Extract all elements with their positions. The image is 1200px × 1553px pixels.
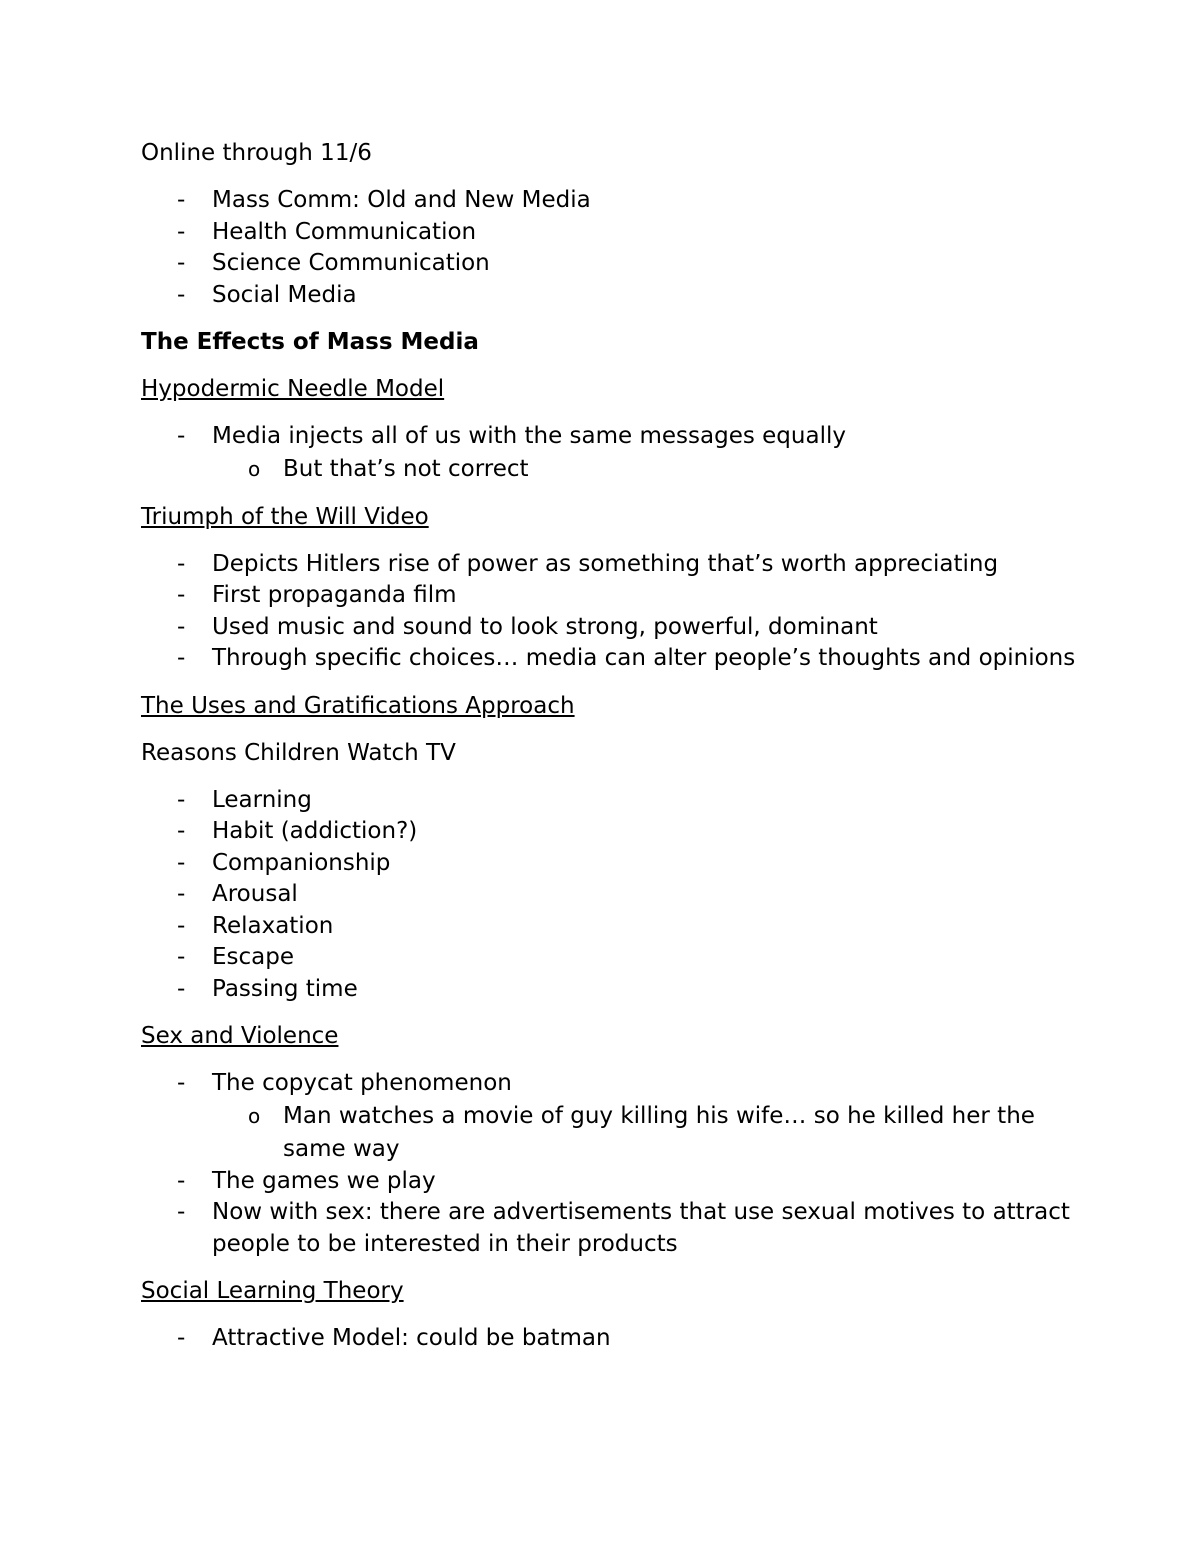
list-item: - Learning (141, 785, 1081, 817)
dash-bullet: - (177, 881, 186, 907)
dash-bullet: - (177, 1325, 186, 1351)
list-item: - Health Communication (141, 217, 1081, 249)
dash-bullet: - (177, 423, 186, 449)
list-item: - First propaganda film (141, 580, 1081, 612)
dash-bullet: - (177, 550, 186, 577)
dash-bullet: - (177, 849, 186, 876)
hypodermic-list (141, 421, 1081, 486)
dash-bullet: - (177, 818, 186, 844)
dash-bullet: - (177, 975, 186, 1002)
dash-bullet: - (177, 1070, 186, 1096)
dash-bullet: - (177, 281, 186, 308)
list-item: - Social Media (141, 280, 1081, 312)
list-item: - Habit (addiction?) (141, 816, 1081, 848)
list-item: - Through specific choices… media can alter people’s thoughts and opinions (141, 643, 1081, 675)
list-item: - The copycat phenomenon o Man watches a movie of guy killing his wife… so he killed her the same way (141, 1068, 1081, 1166)
list-item: - Escape (141, 942, 1081, 974)
dash-bullet: - (177, 218, 186, 245)
list-item: - Attractive Model: could be batman (141, 1323, 1081, 1355)
dash-bullet: - (177, 1199, 186, 1225)
dash-bullet: - (177, 912, 186, 939)
list-item: - Now with sex: there are advertisements that use sexual motives to attract people to be interested in their products (177, 1199, 1070, 1257)
list-item: - Relaxation (141, 911, 1081, 943)
list-item: - The games we play (141, 1166, 1081, 1198)
dash-bullet: - (177, 250, 186, 276)
section-heading-social-learning: Social Learning Theory (141, 1278, 404, 1304)
list-item: - Arousal (141, 879, 1081, 911)
list-item: - Mass Comm: Old and New Media (141, 185, 1081, 217)
list-item: - Used music and sound to look strong, powerful, dominant (141, 612, 1081, 644)
list-item: - Companionship (141, 848, 1081, 880)
sex-violence-list (141, 1068, 1081, 1260)
intro-list (141, 185, 1081, 311)
dash-bullet: - (177, 645, 186, 671)
sub-list-item: o But that’s not correct (212, 453, 1081, 486)
triumph-list (141, 549, 1081, 675)
section-heading-triumph: Triumph of the Will Video (141, 503, 429, 530)
sub-list-item: o Man watches a movie of guy killing his wife… so he killed her the same way (212, 1100, 1081, 1166)
document-page (141, 138, 1081, 1371)
dash-bullet: - (177, 613, 186, 640)
dash-bullet: - (177, 786, 186, 813)
sub-list (212, 453, 1081, 486)
list-item: - Science Communication (141, 248, 1081, 280)
intro-title: Online through 11/6 (141, 140, 372, 166)
list-item: - Media injects all of us with the same messages equally o But that’s not correct (141, 421, 1081, 486)
section-subheading-uses: Reasons Children Watch TV (141, 739, 456, 766)
list-item: - Passing time (141, 974, 1081, 1006)
section-heading-sex-violence: Sex and Violence (141, 1023, 339, 1049)
circle-bullet: o (248, 1103, 261, 1128)
section-heading-hypodermic: Hypodermic Needle Model (141, 376, 445, 402)
dash-bullet: - (177, 187, 186, 213)
dash-bullet: - (177, 582, 186, 608)
uses-list (141, 785, 1081, 1006)
section-heading-uses: The Uses and Gratifications Approach (141, 692, 575, 719)
dash-bullet: - (177, 944, 186, 970)
social-learning-list (141, 1323, 1081, 1355)
main-heading: The Effects of Mass Media (141, 329, 479, 355)
list-item: - Depicts Hitlers rise of power as something that’s worth appreciating (141, 549, 1081, 581)
sub-list (212, 1100, 1081, 1166)
circle-bullet: o (248, 456, 261, 481)
dash-bullet: - (177, 1167, 186, 1194)
